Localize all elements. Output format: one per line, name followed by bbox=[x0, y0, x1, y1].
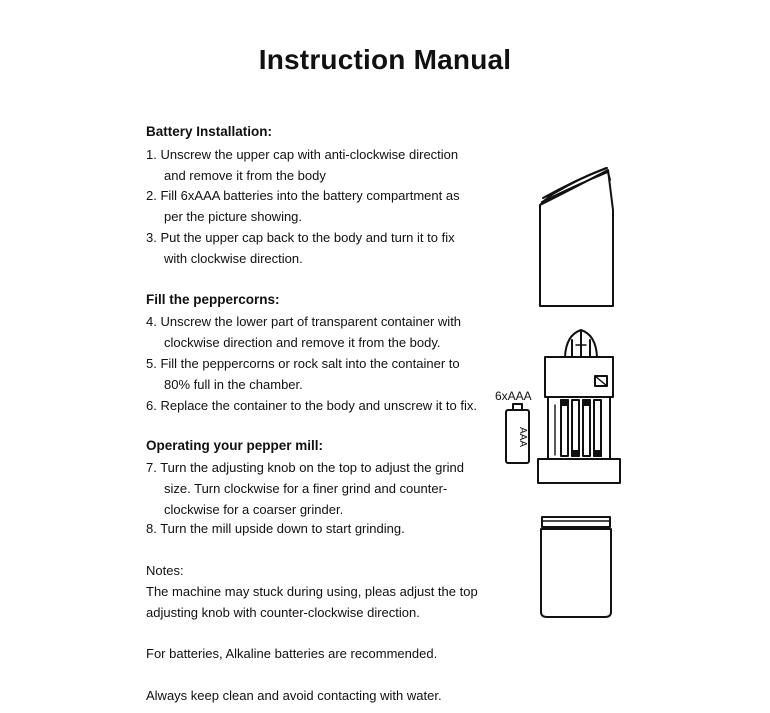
step-7-line-3: clockwise for a coarser grinder. bbox=[164, 502, 344, 517]
section-heading-fill-peppercorns: Fill the peppercorns: bbox=[146, 292, 280, 307]
notes-batteries: For batteries, Alkaline batteries are recommended. bbox=[146, 646, 438, 661]
step-7-line-2: size. Turn clockwise for a finer grind and counter- bbox=[164, 481, 448, 496]
battery-count-label: 6xAAA bbox=[495, 389, 532, 403]
step-4-line-1: 4. Unscrew the lower part of transparent container with bbox=[146, 314, 462, 329]
step-5-line-1: 5. Fill the peppercorns or rock salt into the container to bbox=[146, 356, 460, 371]
upper-cap-icon bbox=[540, 168, 613, 306]
battery-label: AAA bbox=[517, 426, 528, 448]
step-1-line-1: 1. Unscrew the upper cap with anti-clockwise direction bbox=[146, 147, 459, 162]
notes-line-2: adjusting knob with counter-clockwise direction. bbox=[146, 605, 420, 620]
step-3-line-2: with clockwise direction. bbox=[164, 251, 303, 266]
step-2-line-2: per the picture showing. bbox=[164, 209, 303, 224]
step-7-line-1: 7. Turn the adjusting knob on the top to adjust the grind bbox=[146, 460, 464, 475]
step-1-line-2: and remove it from the body bbox=[164, 168, 326, 183]
container-icon bbox=[541, 517, 611, 617]
notes-line-1: The machine may stuck during using, pleas adjust the top bbox=[146, 584, 478, 599]
section-heading-battery-installation: Battery Installation: bbox=[146, 124, 273, 139]
notes-care: Always keep clean and avoid contacting with water. bbox=[146, 688, 442, 703]
step-2-line-1: 2. Fill 6xAAA batteries into the battery compartment as bbox=[146, 188, 460, 203]
step-5-line-2: 80% full in the chamber. bbox=[164, 377, 303, 392]
step-6-line-1: 6. Replace the container to the body and unscrew it to fix. bbox=[146, 398, 477, 413]
page-title: Instruction Manual bbox=[258, 44, 512, 75]
step-4-line-2: clockwise direction and remove it from the body. bbox=[164, 335, 441, 350]
mill-body-icon bbox=[538, 330, 620, 483]
notes-heading: Notes: bbox=[146, 563, 184, 578]
step-8-line-1: 8. Turn the mill upside down to start grinding. bbox=[146, 521, 405, 536]
step-3-line-1: 3. Put the upper cap back to the body and turn it to fix bbox=[146, 230, 455, 245]
section-heading-operating: Operating your pepper mill: bbox=[146, 438, 324, 453]
